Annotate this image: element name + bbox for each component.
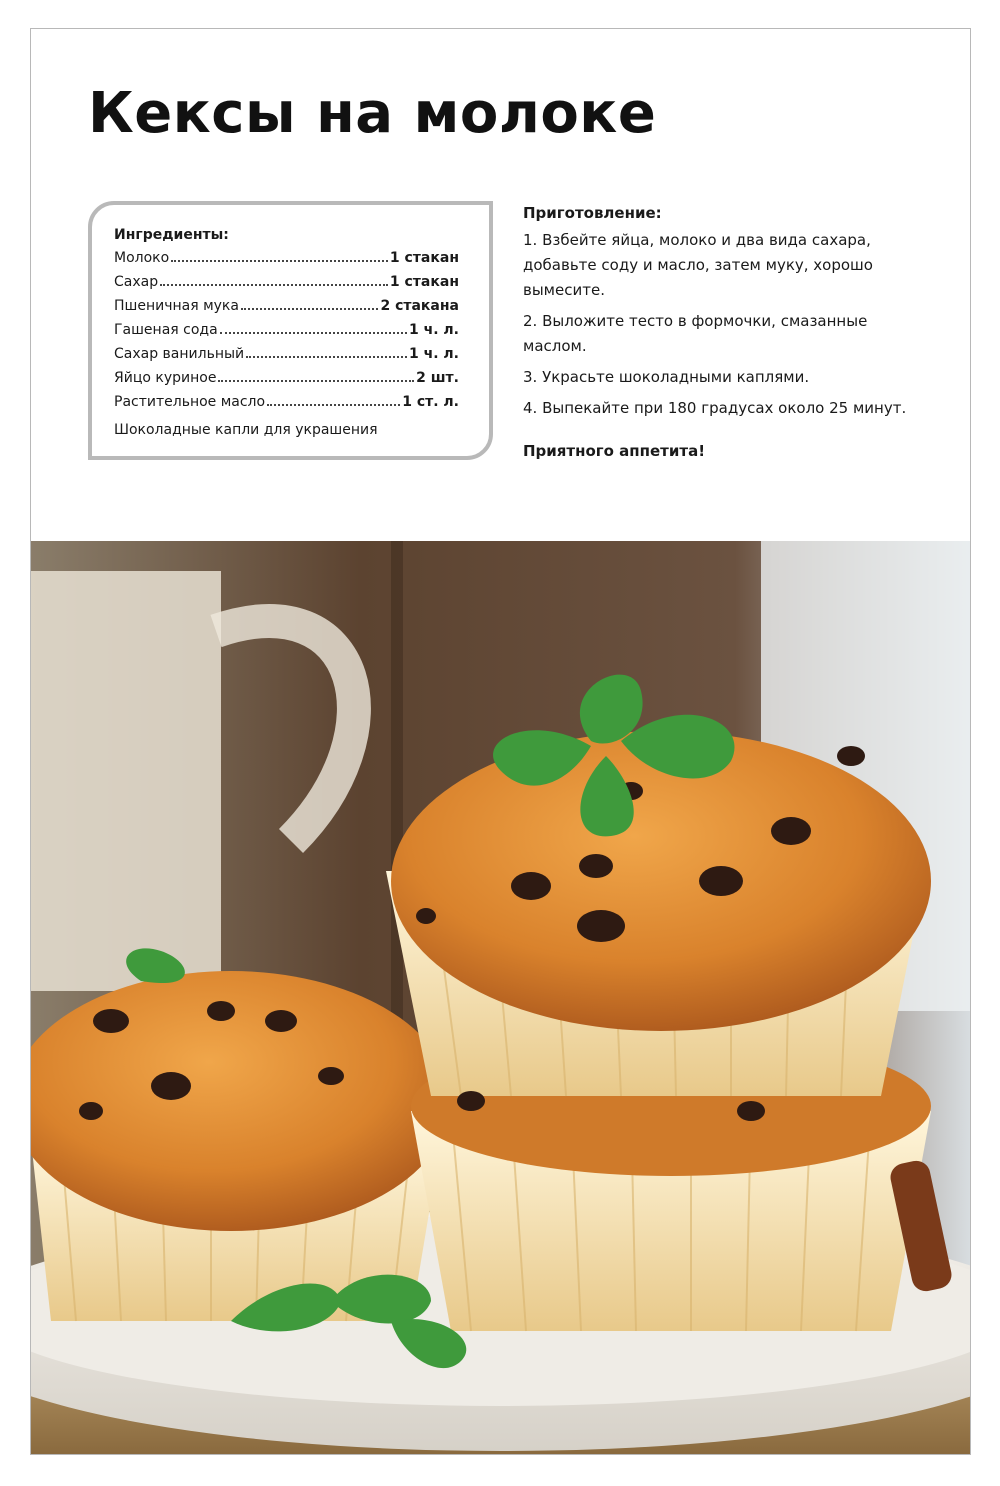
preparation-footer: Приятного аппетита! [523,442,706,460]
preparation-step: 3. Украсьте шоколадными каплями. [523,368,810,386]
page-frame [30,28,971,1455]
ingredients-box [88,201,493,460]
ingredients-heading: Ингредиенты: [114,227,229,243]
ingredient-name: Растительное масло [114,394,266,410]
dot-leader [241,308,378,310]
dot-leader [220,332,407,334]
ingredient-amount: 2 стакана [380,298,459,314]
ingredient-amount: 1 стакан [389,250,459,266]
dot-leader [218,380,414,382]
ingredient-name: Сахар ванильный [114,346,245,362]
ingredients-note: Шоколадные капли для украшения [114,422,378,438]
page-title: Кексы на молоке [88,81,657,146]
preparation-step: 2. Выложите тесто в формочки, смазанные маслом. [523,312,868,355]
ingredient-row [114,346,459,370]
dot-leader [267,404,400,406]
ingredient-name: Пшеничная мука [114,298,239,314]
ingredient-row [114,322,459,346]
ingredient-amount: 1 стакан [389,274,459,290]
ingredient-amount: 1 ч. л. [409,346,459,362]
preparation-step: 1. Взбейте яйца, молоко и два вида сахара, добавьте соду и масло, затем муку, хорошо вымесите. [523,231,873,299]
preparation-step: 4. Выпекайте при 180 градусах около 25 минут. [523,399,907,417]
ingredient-amount: 2 шт. [416,370,459,386]
preparation-section [523,201,933,464]
ingredient-row [114,274,459,298]
ingredient-name: Яйцо куриное [114,370,217,386]
ingredient-row [114,370,459,394]
preparation-heading: Приготовление: [523,204,662,222]
ingredient-row [114,298,459,322]
ingredient-row [114,250,459,274]
ingredient-name: Сахар [114,274,159,290]
ingredient-name: Молоко [114,250,170,266]
dot-leader [160,284,388,286]
ingredient-amount: 1 ст. л. [402,394,459,410]
muffins-photo [31,541,970,1454]
ingredient-amount: 1 ч. л. [409,322,459,338]
ingredient-row [114,394,459,418]
ingredient-name: Гашеная сода [114,322,218,338]
dot-leader [171,260,388,262]
dot-leader [246,356,407,358]
